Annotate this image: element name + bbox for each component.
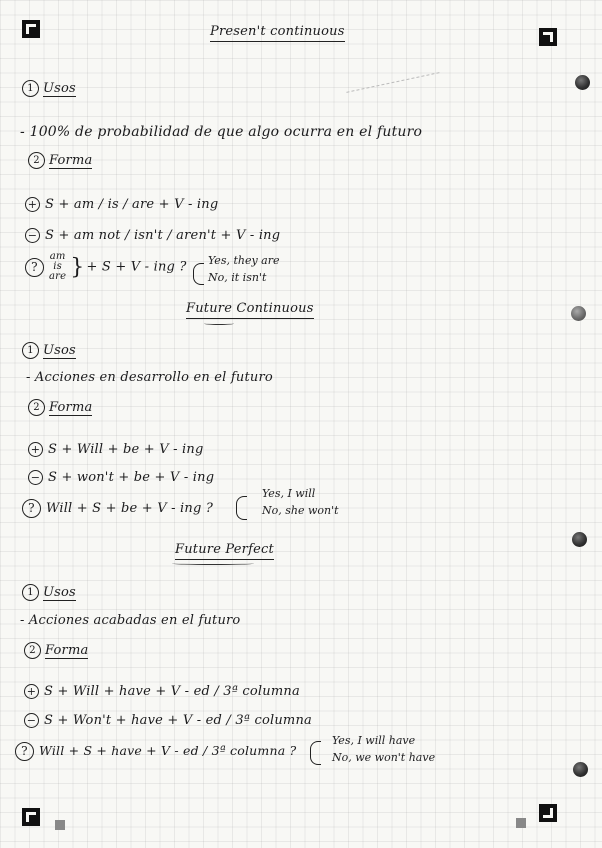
answers-1 xyxy=(208,252,280,286)
aux-verb-stack: am is are xyxy=(49,251,67,282)
answer-yes-3: Yes, I will have xyxy=(332,734,416,747)
corner-square-bottom-left xyxy=(55,820,65,830)
form-heading-3: 2 Forma xyxy=(24,642,88,659)
faint-scribble-top xyxy=(346,68,440,93)
corner-square-bottom-right xyxy=(516,818,526,828)
title-underline-2 xyxy=(204,322,234,325)
question-formula-3: ? Will + S + have + V - ed / 3ª columna ? xyxy=(15,742,296,761)
section-title-future-continuous: Future Continuous xyxy=(186,301,314,316)
negative-formula-1: − S + am not / isn't / aren't + V - ing xyxy=(25,228,280,243)
binder-hole-1 xyxy=(575,75,590,90)
answer-yes-2: Yes, I will xyxy=(262,487,316,500)
form-heading-2: 2 Forma xyxy=(28,399,92,416)
uses-heading-2: 1 Usos xyxy=(22,342,76,359)
uses-heading-1: 1 Usos xyxy=(22,80,76,97)
use-text-2: - Acciones en desarrollo en el futuro xyxy=(26,370,273,385)
use-text-1: - 100% de probabilidad de que algo ocurra en el futuro xyxy=(20,124,423,140)
answer-fork-3 xyxy=(310,741,321,765)
answers-3 xyxy=(332,732,435,766)
answer-no-3: No, we won't have xyxy=(332,751,436,764)
corner-marker-top-left xyxy=(22,20,40,38)
question-formula-1: ? am is are } + S + V - ing ? xyxy=(25,252,187,282)
binder-hole-4 xyxy=(573,762,588,777)
answer-no-1: No, it isn't xyxy=(208,271,267,284)
question-formula-2: ? Will + S + be + V - ing ? xyxy=(22,499,213,518)
section-title-future-perfect: Future Perfect xyxy=(175,542,274,557)
binder-hole-3 xyxy=(572,532,587,547)
answer-fork-2 xyxy=(236,496,247,520)
positive-formula-2: + S + Will + be + V - ing xyxy=(28,442,204,457)
corner-marker-top-right xyxy=(539,28,557,46)
use-text-3: - Acciones acabadas en el futuro xyxy=(20,613,241,628)
page-title-present-continuous: Presen't continuous xyxy=(210,24,345,39)
negative-formula-2: − S + won't + be + V - ing xyxy=(28,470,214,485)
title-underline-3 xyxy=(172,562,254,565)
answer-fork-1 xyxy=(193,263,204,285)
corner-marker-bottom-left xyxy=(22,808,40,826)
answers-2 xyxy=(262,485,339,519)
binder-hole-2 xyxy=(571,306,586,321)
negative-formula-3: − S + Won't + have + V - ed / 3ª columna xyxy=(24,713,312,728)
uses-heading-3: 1 Usos xyxy=(22,584,76,601)
positive-formula-3: + S + Will + have + V - ed / 3ª columna xyxy=(24,684,300,699)
form-heading-1: 2 Forma xyxy=(28,152,92,169)
positive-formula-1: + S + am / is / are + V - ing xyxy=(25,197,218,212)
answer-no-2: No, she won't xyxy=(262,504,339,517)
corner-marker-bottom-right xyxy=(539,804,557,822)
answer-yes-1: Yes, they are xyxy=(208,254,280,267)
